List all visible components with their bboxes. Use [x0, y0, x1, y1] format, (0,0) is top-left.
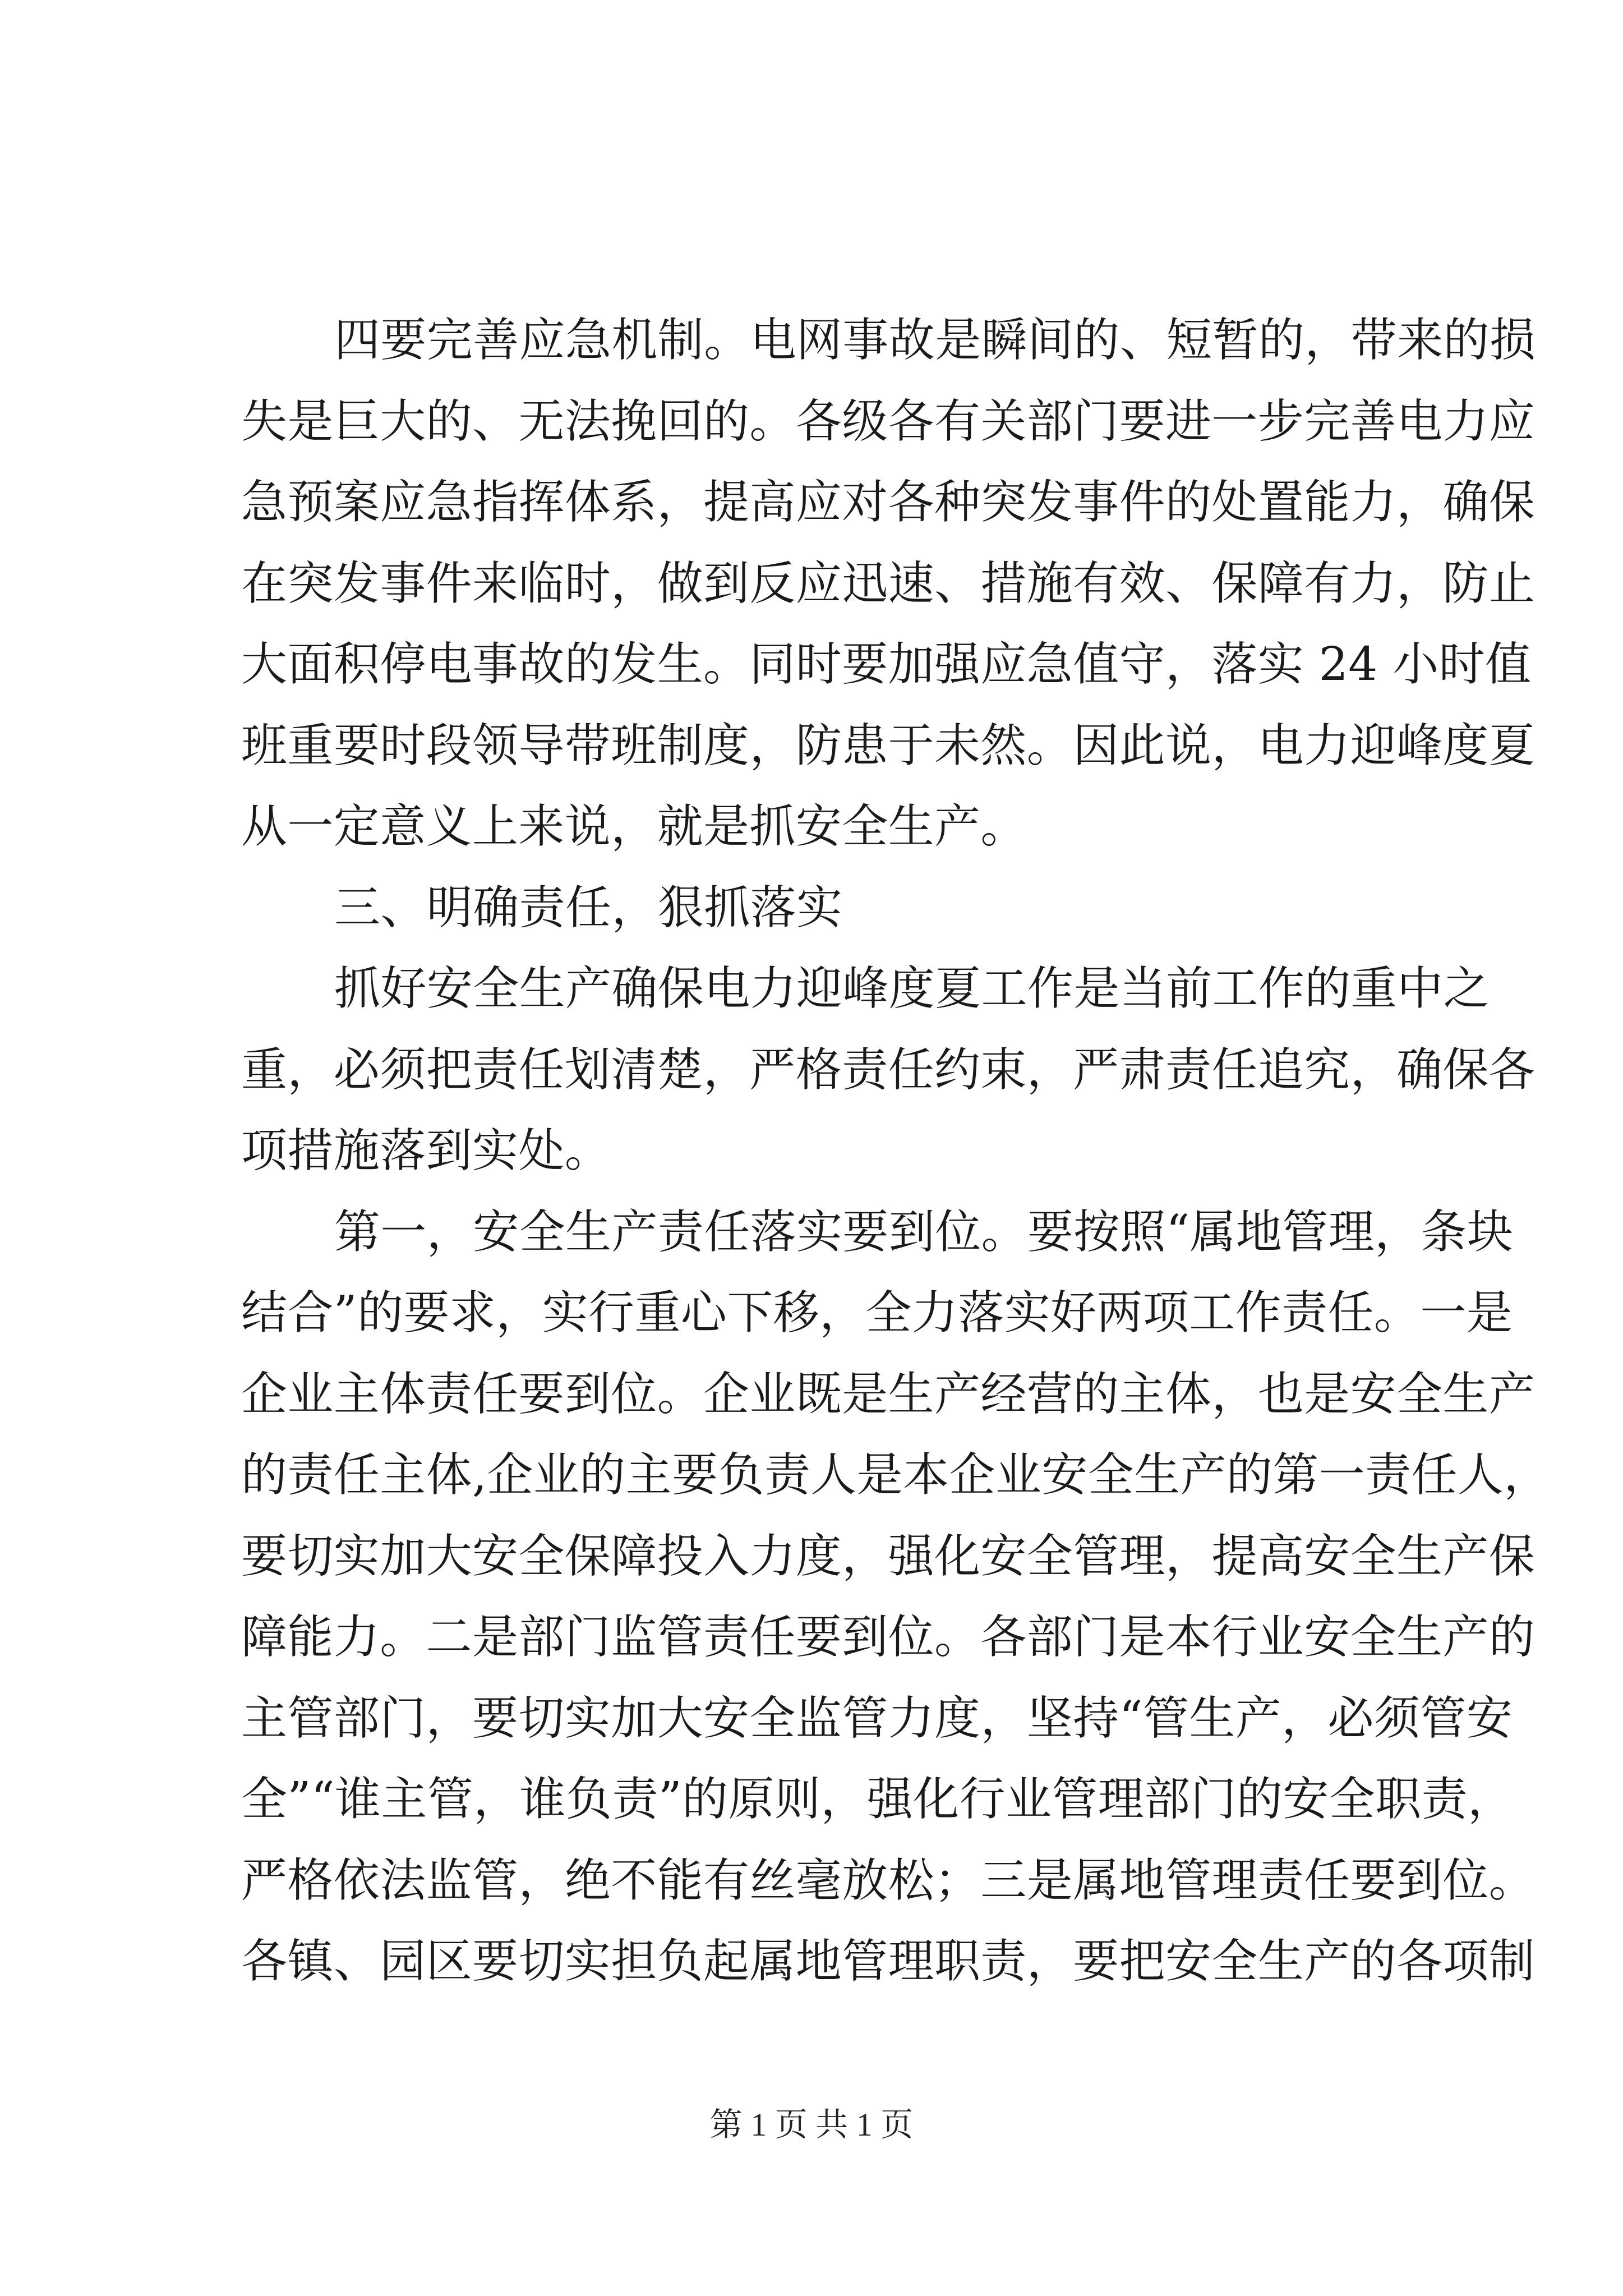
paragraph-line: 重，必须把责任划清楚，严格责任约束，严肃责任追究，确保各 — [241, 1043, 1536, 1097]
paragraph-line: 严格依法监管，绝不能有丝毫放松；三是属地管理责任要到位。 — [241, 1853, 1536, 1907]
paragraph-line: 全”“谁主管，谁负责”的原则，强化行业管理部门的安全职责， — [241, 1773, 1514, 1826]
paragraph-line: 项措施落到实处。 — [241, 1124, 611, 1177]
paragraph-line: 企业主体责任要到位。企业既是生产经营的主体，也是安全生产 — [241, 1367, 1536, 1421]
section-heading: 三、明确责任，狠抓落实 — [334, 881, 843, 935]
paragraph-line: 急预案应急指挥体系，提高应对各种突发事件的处置能力，确保 — [241, 476, 1536, 529]
paragraph-line: 抓好安全生产确保电力迎峰度夏工作是当前工作的重中之 — [334, 962, 1490, 1015]
paragraph-line: 四要完善应急机制。电网事故是瞬间的、短暂的，带来的损 — [334, 314, 1536, 367]
paragraph-line: 大面积停电事故的发生。同时要加强应急值守，落实 24 小时值 — [241, 638, 1532, 691]
paragraph-line: 主管部门，要切实加大安全监管力度，坚持“管生产，必须管安 — [241, 1691, 1513, 1745]
paragraph-line: 的责任主体,企业的主要负责人是本企业安全生产的第一责任人， — [241, 1448, 1550, 1502]
paragraph-line: 失是巨大的、无法挽回的。各级各有关部门要进一步完善电力应 — [241, 394, 1536, 448]
paragraph-line: 结合”的要求，实行重心下移，全力落实好两项工作责任。一是 — [241, 1286, 1513, 1340]
paragraph-line: 要切实加大安全保障投入力度，强化安全管理，提高安全生产保 — [241, 1529, 1536, 1583]
paragraph-line: 第一，安全生产责任落实要到位。要按照“属地管理，条块 — [334, 1205, 1514, 1259]
paragraph-line: 在突发事件来临时，做到反应迅速、措施有效、保障有力，防止 — [241, 556, 1536, 610]
paragraph-line: 从一定意义上来说，就是抓安全生产。 — [241, 800, 1027, 853]
paragraph-line: 班重要时段领导带班制度，防患于未然。因此说，电力迎峰度夏 — [241, 719, 1536, 772]
page-number-footer: 第 1 页 共 1 页 — [709, 2106, 914, 2143]
document-body — [241, 300, 1550, 2003]
paragraph-line: 各镇、园区要切实担负起属地管理职责，要把安全生产的各项制 — [241, 1935, 1536, 1988]
paragraph-line: 障能力。二是部门监管责任要到位。各部门是本行业安全生产的 — [241, 1611, 1536, 1664]
